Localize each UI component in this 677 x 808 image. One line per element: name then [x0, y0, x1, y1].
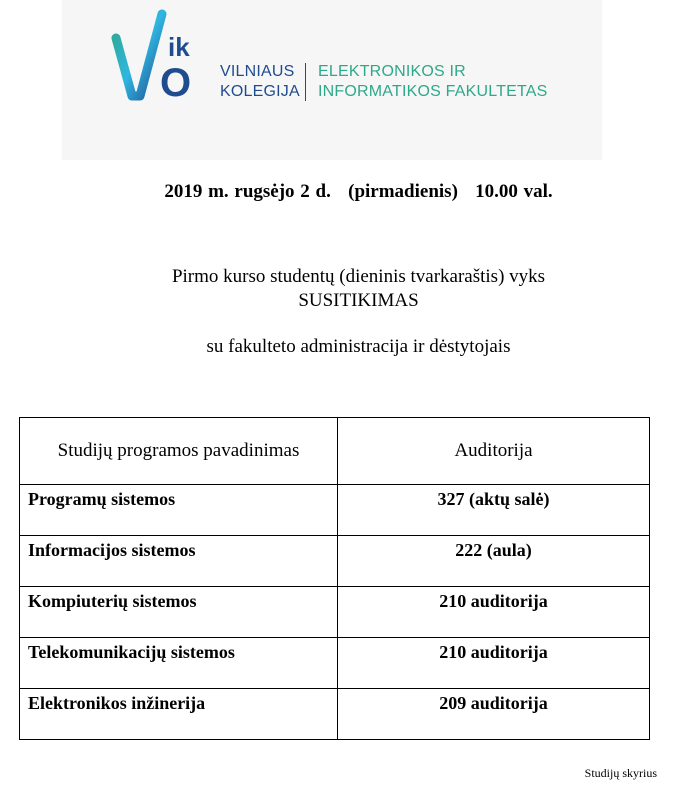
intro-line-2: SUSITIKIMAS [298, 290, 419, 311]
brand-name [220, 62, 300, 102]
room-name: 222 (aula) [338, 536, 650, 587]
program-name: Elektronikos inžinerija [20, 689, 338, 740]
program-name: Kompiuterių sistemos [20, 587, 338, 638]
header-room: Auditorija [338, 418, 650, 485]
room-name: 210 auditorija [338, 638, 650, 689]
room-name: 210 auditorija [338, 587, 650, 638]
event-weekday: (pirmadienis) [348, 181, 458, 202]
header-program: Studijų programos pavadinimas [20, 418, 338, 485]
program-name: Telekomunikacijų sistemos [20, 638, 338, 689]
table-row [20, 689, 650, 740]
room-name: 327 (aktų salė) [338, 485, 650, 536]
logo-o-text: O [160, 61, 192, 103]
table-row [20, 485, 650, 536]
logo-v-mark [116, 14, 162, 96]
room-name: 209 auditorija [338, 689, 650, 740]
event-time: 10.00 val. [475, 181, 553, 202]
program-name: Informacijos sistemos [20, 536, 338, 587]
event-date: 2019 m. rugsėjo 2 d. [164, 181, 331, 202]
faculty-name [318, 62, 548, 102]
brand-line-1: VILNIAUS [220, 63, 295, 80]
program-name: Programų sistemos [20, 485, 338, 536]
table-row [20, 638, 650, 689]
logo-ik-text: ik [168, 32, 190, 62]
footer-signature: Studijų skyrius [584, 766, 657, 780]
intro-line-1: Pirmo kurso studentų (dieninis tvarkaraštis) vyks [171, 266, 546, 287]
table-header-row [20, 418, 650, 485]
program-room-table [19, 417, 650, 740]
event-datetime [0, 181, 677, 203]
table-row [20, 587, 650, 638]
faculty-line-1: ELEKTRONIKOS IR [318, 63, 466, 80]
viko-logo [110, 8, 210, 103]
intro-line-3: su fakulteto administracija ir dėstytojais [206, 336, 511, 357]
brand-divider [305, 63, 306, 101]
table-row [20, 536, 650, 587]
brand-line-2: KOLEGIJA [220, 83, 300, 100]
faculty-line-2: INFORMATIKOS FAKULTETAS [318, 83, 548, 100]
